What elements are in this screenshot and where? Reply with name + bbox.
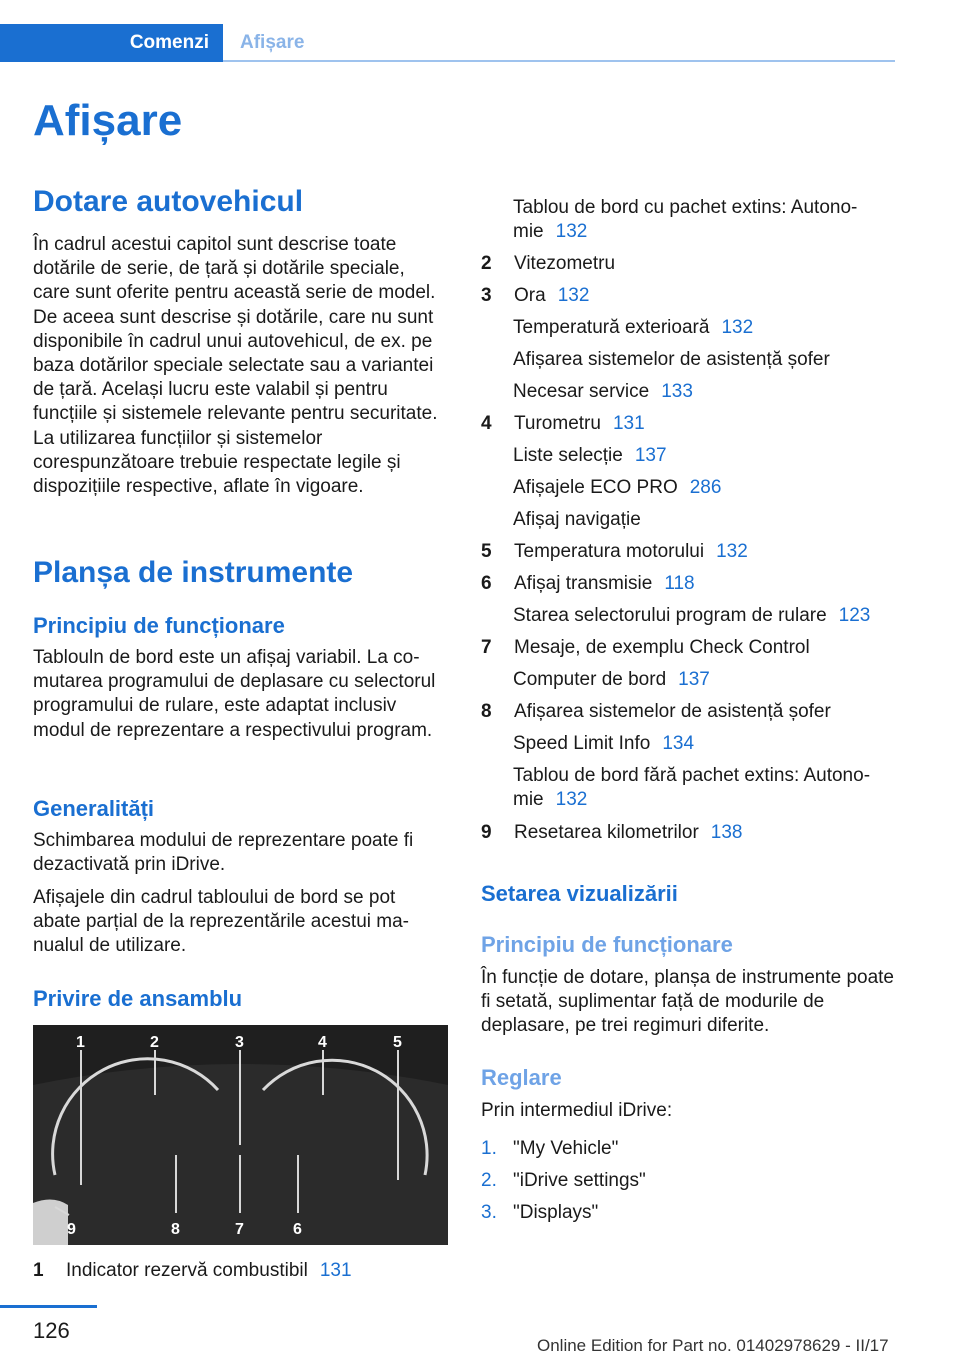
- legend-text: Turometru: [514, 413, 601, 434]
- header-tabs: [0, 24, 895, 62]
- legend-text: Necesar service: [513, 381, 650, 402]
- legend-number: 4: [481, 413, 492, 434]
- page-ref-link[interactable]: 118: [664, 573, 695, 594]
- section-heading-plansa: Planșa de instrumente: [33, 556, 354, 589]
- legend-text: Indicator rezervă combustibil: [66, 1260, 308, 1281]
- legend-subitem: [513, 196, 903, 244]
- legend-text: Afișaj navigație: [513, 509, 641, 530]
- legend-text: Tablou de bord fără pachet extins: Autonomie: [513, 765, 871, 810]
- page-ref-link[interactable]: 132: [555, 789, 588, 810]
- legend-text: Liste selecție: [513, 445, 623, 466]
- legend-subitem: [513, 444, 903, 468]
- legend-text: Afișajele ECO PRO: [513, 477, 678, 498]
- legend-text: Afișarea sistemelor de asistență șofer: [513, 349, 830, 370]
- legend-text: Temperatură exterioară: [513, 317, 710, 338]
- legend-text: Tablou de bord cu pachet extins: Autonomie: [513, 197, 858, 242]
- page-ref-link[interactable]: 133: [661, 381, 693, 402]
- callout-8: 8: [171, 1221, 180, 1238]
- page-ref-link[interactable]: 286: [689, 477, 722, 498]
- legend-number: 2: [481, 253, 492, 274]
- principle-heading: Principiu de funcționare: [33, 613, 285, 638]
- general-paragraph-2: Afișajele din cadrul tabloului de bord se pot abate parțial de la reprezentările acestui manualul de utilizare.: [33, 887, 409, 957]
- principle-heading-2: Principiu de funcționare: [481, 932, 733, 957]
- legend-subitem: [513, 316, 903, 340]
- legend-text: Vitezometru: [514, 253, 616, 274]
- page-ref-link[interactable]: 132: [721, 317, 754, 338]
- callout-6: 6: [293, 1221, 302, 1238]
- step-number: 2.: [481, 1170, 497, 1191]
- tab-comenzi-label: Comenzi: [129, 32, 209, 53]
- legend-number: 7: [481, 637, 492, 658]
- section-heading-dotare: Dotare autovehicul: [33, 185, 304, 218]
- tab-comenzi[interactable]: [0, 24, 223, 62]
- dotare-paragraph: În cadrul acestui capitol sunt descrise toate dotările de serie, de țară și dotările speciale, care sunt oferite pentru această serie de model. De aceea sunt descrise și dotările, care nu sunt disponibile în cadrul unui autovehicul, de ex. pe baza dotărilor speciale selectate sau a variantei de țară. Același lucru este valabil și pentru funcțiile și sistemele relevante pentru securitate. La utilizarea funcțiilor și sistemelor corespunzătoare trebuie respectate legile și dispozițiile respective, aflate în vigoare.: [33, 234, 438, 498]
- tab-afisare[interactable]: Afișare: [240, 32, 305, 53]
- page-title: Afișare: [33, 96, 183, 145]
- general-heading: Generalități: [33, 796, 155, 821]
- legend-number: 8: [481, 701, 492, 722]
- legend-text: Afișarea sistemelor de asistență șofer: [514, 701, 831, 722]
- legend-text: Ora: [514, 285, 546, 306]
- legend-subitem: [513, 604, 903, 628]
- page-ref-link[interactable]: 131: [319, 1260, 352, 1281]
- legend-number: 9: [481, 822, 492, 843]
- legend-number: 5: [481, 541, 492, 562]
- page-ref-link[interactable]: 138: [710, 822, 743, 843]
- callout-5: 5: [393, 1034, 402, 1051]
- callout-3: 3: [235, 1034, 244, 1051]
- legend-text: Speed Limit Info: [513, 733, 651, 754]
- callout-9: 9: [67, 1221, 76, 1238]
- page-ref-link[interactable]: 132: [557, 285, 590, 306]
- page-number: 126: [33, 1318, 70, 1343]
- overview-heading: Privire de ansamblu: [33, 986, 243, 1011]
- legend-subitem: [513, 476, 903, 500]
- legend-text: Temperatura motorului: [514, 541, 705, 562]
- instrument-cluster-figure: [33, 1025, 448, 1245]
- step-text: "My Vehicle": [513, 1138, 619, 1159]
- general-paragraph-1: Schimbarea modului de reprezentare poate fi dezactivată prin iDrive.: [33, 830, 414, 876]
- legend-subitem: [513, 764, 903, 812]
- callout-7: 7: [235, 1221, 244, 1238]
- instrument-cluster-illustration: [33, 1025, 448, 1245]
- legend-subitem: [513, 732, 903, 756]
- step-text: "Displays": [513, 1202, 599, 1223]
- legend-number: 6: [481, 573, 492, 594]
- page-ref-link[interactable]: 132: [555, 221, 588, 242]
- callout-4: 4: [318, 1034, 327, 1051]
- legend-text: Afișaj transmisie: [514, 573, 653, 594]
- legend-number: 1: [33, 1260, 44, 1281]
- edition-footer: Online Edition for Part no. 01402978629 - II/17: [537, 1336, 889, 1355]
- page-ref-link[interactable]: 134: [662, 733, 695, 754]
- tab-divider: [223, 60, 895, 62]
- legend-subitem: [513, 348, 903, 372]
- page-number-rule: [0, 1305, 97, 1308]
- legend-subitem: [513, 668, 903, 692]
- adjust-heading: Reglare: [481, 1065, 562, 1090]
- step-text: "iDrive settings": [513, 1170, 646, 1191]
- step-number: 1.: [481, 1138, 497, 1159]
- principle-paragraph: Tablouln de bord este un afișaj variabil. La comutarea programului de deplasare cu selectorul programului de rulare, este adaptat inclusiv modul de reprezentare a respectivului program.: [33, 647, 436, 741]
- callout-1: 1: [76, 1034, 85, 1051]
- callout-2: 2: [150, 1034, 159, 1051]
- legend-subitem: [513, 380, 903, 404]
- legend-text: Resetarea kilometrilor: [514, 822, 699, 843]
- display-principle-paragraph: În funcție de dotare, planșa de instrumente poate fi setată, suplimentar față de modurile de deplasare, pe trei regimuri diferite.: [481, 967, 894, 1037]
- page-ref-link[interactable]: 137: [634, 445, 667, 466]
- legend-text: Computer de bord: [513, 669, 667, 690]
- page-ref-link[interactable]: 131: [612, 413, 645, 434]
- page-ref-link[interactable]: 137: [678, 669, 710, 690]
- legend-text: Starea selectorului program de rulare: [513, 605, 827, 626]
- adjust-intro: Prin intermediul iDrive:: [481, 1100, 673, 1121]
- legend-number: 3: [481, 285, 492, 306]
- legend-text: Mesaje, de exemplu Check Control: [514, 637, 810, 658]
- legend-subitem: [513, 508, 903, 532]
- step-number: 3.: [481, 1202, 497, 1223]
- page-ref-link[interactable]: 132: [716, 541, 748, 562]
- page-ref-link[interactable]: 123: [838, 605, 871, 626]
- display-settings-heading: Setarea vizualizării: [481, 881, 678, 906]
